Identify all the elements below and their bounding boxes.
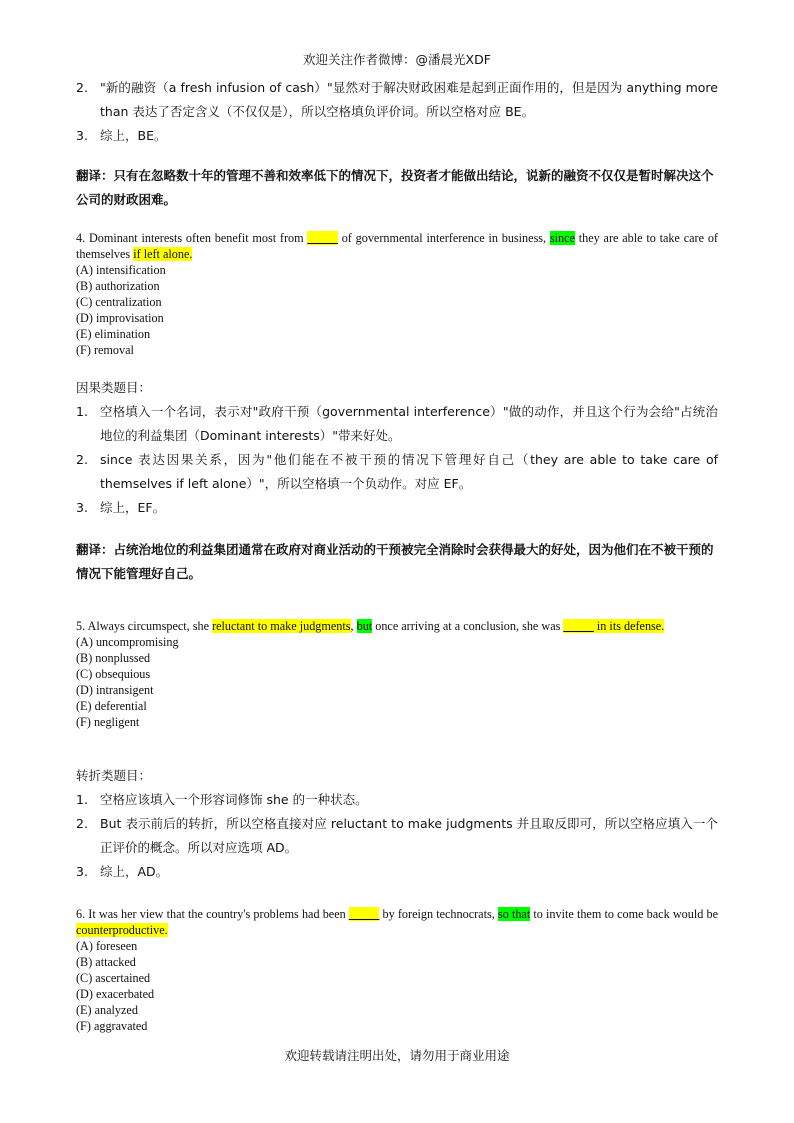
answer-blank: _____ <box>563 619 594 633</box>
option-a: (A) foreseen <box>76 939 138 953</box>
question-5 <box>76 618 718 730</box>
option-e: (E) analyzed <box>76 1003 138 1017</box>
option-f: (F) negligent <box>76 715 140 729</box>
list-item: 3. 综上，EF。 <box>76 500 166 515</box>
q5-analysis-list <box>76 788 718 884</box>
answer-blank: _____ <box>307 231 338 245</box>
answer-blank: _____ <box>348 907 380 921</box>
question-4-stem: 4. Dominant interests often benefit most from _____ of governmental interference in business, since they are able to take care of themselves if left alone. <box>76 231 718 261</box>
option-b: (B) attacked <box>76 955 136 969</box>
keyword-highlight: but <box>356 619 373 633</box>
list-item: 2. "新的融资（a fresh infusion of cash）"显然对于解决财政困难是起到正面作用的，但是因为 anything more than 表达了否定含义（不仅仅是），所以空格填负评价词。所以空格对应 BE。 <box>76 80 718 119</box>
option-c: (C) ascertained <box>76 971 151 985</box>
question-6-stem: 6. It was her view that the country's problems had been _____ by foreign technocrats, so that to invite them to come back would be counterproductive. <box>76 907 718 937</box>
q3-analysis-list <box>76 76 718 148</box>
clue-highlight: if left alone. <box>133 247 193 261</box>
clue-highlight: reluctant to make judgments <box>212 619 351 633</box>
list-item: 3. 综上，BE。 <box>76 128 167 143</box>
page-header: 欢迎关注作者微博：@潘晨光XDF <box>303 52 491 67</box>
question-5-stem: 5. Always circumspect, she reluctant to make judgments, but once arriving at a conclusion, she was _____ in its defense. <box>76 619 665 633</box>
option-d: (D) improvisation <box>76 311 164 325</box>
category-label-q4: 因果类题目： <box>76 380 152 395</box>
option-d: (D) intransigent <box>76 683 154 697</box>
list-item: 3. 综上，AD。 <box>76 864 169 879</box>
translation-q3: 翻译：只有在忽略数十年的管理不善和效率低下的情况下，投资者才能做出结论，说新的融资不仅仅是暂时解决这个公司的财政困难。 <box>76 168 714 207</box>
option-c: (C) centralization <box>76 295 162 309</box>
list-item: 2. since 表达因果关系，因为"他们能在不被干预的情况下管理好自己（they are able to take care of themselves if left alone）"，所以空格填一个负动作。对应 EF。 <box>76 452 718 491</box>
keyword-highlight: since <box>549 231 575 245</box>
q4-analysis-list <box>76 400 718 520</box>
option-a: (A) uncompromising <box>76 635 179 649</box>
option-e: (E) elimination <box>76 327 151 341</box>
question-6 <box>76 906 718 1034</box>
list-item: 1. 空格应该填入一个形容词修饰 she 的一种状态。 <box>76 792 368 807</box>
list-item: 1. 空格填入一个名词，表示对"政府干预（governmental interference）"做的动作，并且这个行为会给"占统治地位的利益集团（Dominant interests）"带来好处。 <box>76 404 718 443</box>
option-e: (E) deferential <box>76 699 147 713</box>
option-f: (F) removal <box>76 343 134 357</box>
option-b: (B) nonplussed <box>76 651 151 665</box>
question-4 <box>76 230 718 358</box>
clue-highlight: counterproductive. <box>76 923 168 937</box>
option-a: (A) intensification <box>76 263 166 277</box>
page-footer: 欢迎转载请注明出处，请勿用于商业用途 <box>284 1048 510 1063</box>
option-f: (F) aggravated <box>76 1019 148 1033</box>
list-item: 2. But 表示前后的转折，所以空格直接对应 reluctant to make judgments 并且取反即可，所以空格应填入一个正评价的概念。所以对应选项 AD。 <box>76 816 718 855</box>
option-d: (D) exacerbated <box>76 987 155 1001</box>
option-c: (C) obsequious <box>76 667 151 681</box>
category-label-q5: 转折类题目： <box>76 768 152 783</box>
translation-q4: 翻译：占统治地位的利益集团通常在政府对商业活动的干预被完全消除时会获得最大的好处，因为他们在不被干预的情况下能管理好自己。 <box>76 542 714 581</box>
keyword-highlight: so that <box>497 907 531 921</box>
option-b: (B) authorization <box>76 279 160 293</box>
